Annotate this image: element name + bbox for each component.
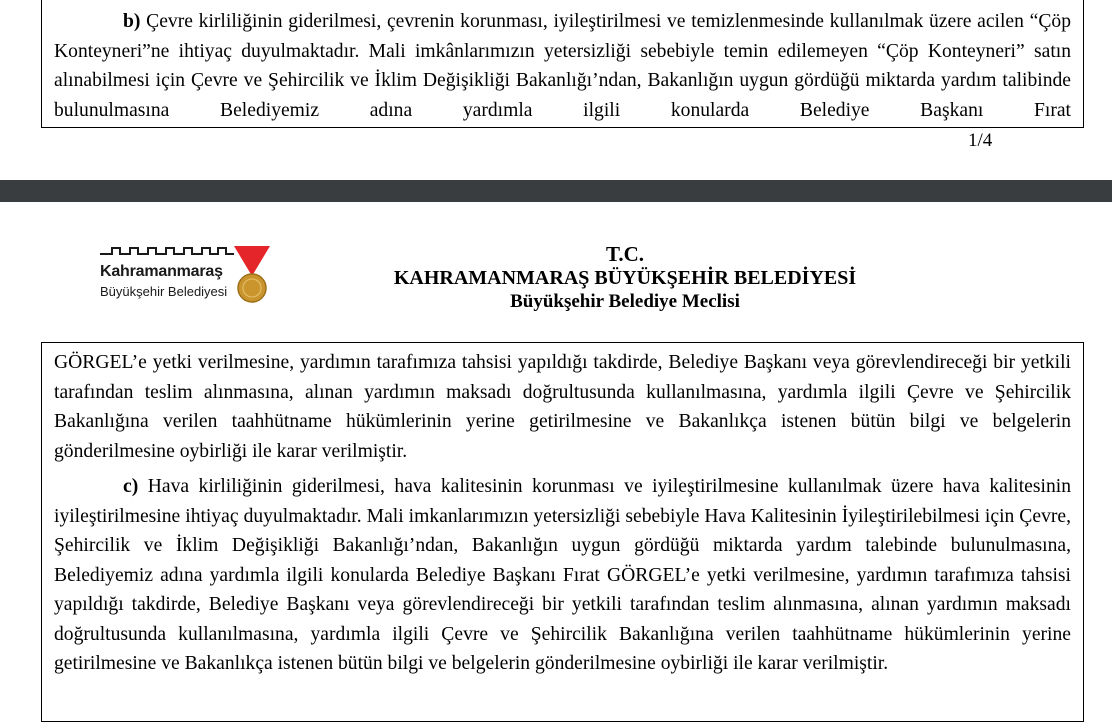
paragraph-c: [54, 472, 1071, 679]
document-header: [370, 242, 880, 314]
header-line-3: Büyükşehir Belediye Meclisi: [510, 291, 740, 312]
document-page-2: [0, 202, 1112, 712]
text-frame: [41, 342, 1084, 722]
paragraph-text: Çevre kirliliğinin giderilmesi, çevrenin korunması, iyileştirilmesi ve temizlenmesinde kullanılmak üzere acilen “Çöp Konteyneri”ne ihtiyaç duyulmaktadır. Mali imkânlarımızın yetersizliği sebebiyle temin edilemeyen “Çöp Konteyneri” satın alınabilmesi için Çevre ve Şehircilik ve İklim Değişikliği Bakanlığı’ndan, Bakanlığın uygun gördüğü miktarda yardım talibinde bulunulmasına Belediyemiz adına yardımla ilgili konularda Belediye Başkanı Fırat: [54, 11, 1071, 121]
logo-name: Kahramanmaraş: [100, 263, 223, 280]
paragraph-label: c): [123, 476, 139, 497]
page-number: 1/4: [968, 130, 993, 151]
gold-medal-icon: [238, 274, 266, 302]
text-frame: [41, 0, 1084, 128]
page-separator: [0, 180, 1112, 202]
red-triangle-icon: [234, 246, 270, 276]
paragraph-b: [54, 7, 1071, 125]
continuation-paragraph: GÖRGEL’e yetki verilmesine, yardımın tarafımıza tahsisi yapıldığı takdirde, Belediye Başkanı veya görevlendireceği bir yetkili tarafından teslim alınmasına, alınan yardımın maksadı doğrultusunda kullanılmasına, yardımla ilgili Çevre ve Şehircilik Bakanlığına verilen taahhütname hükümlerinin yerine getirilmesine ve Bakanlıkça istenen bütün bilgi ve belgelerin gönderilmesine oybirliği ile karar verilmiştir.: [54, 352, 1071, 462]
paragraph-label: b): [123, 11, 141, 32]
municipality-logo: [90, 242, 280, 314]
header-line-2: KAHRAMANMARAŞ BÜYÜKŞEHİR BELEDİYESİ: [393, 267, 857, 289]
paragraph-text: Hava kirliliğinin giderilmesi, hava kalitesinin korunması ve iyileştirilmesine kullanılmak üzere hava kalitesinin iyileştirilmesine ihtiyaç duyulmaktadır. Mali imkanlarımızın yetersizliği sebebiyle Hava Kalitesinin İyileştirilebilmesi için Çevre, Şehircilik ve İklim Değişikliği Bakanlığı’ndan, Bakanlığın uygun gördüğü miktarda yardım talebinde bulunulmasına, Belediyemiz adına yardımla ilgili konularda Belediye Başkanı Fırat GÖRGEL’e yetki verilmesine, yardımın tarafımıza tahsisi yapıldığı takdirde, Belediye Başkanı veya görevlendireceği bir yetkili tarafından teslim alınmasına, alınan yardımın maksadı doğrultusunda kullanılmasına, yardımla ilgili Çevre ve Şehircilik Bakanlığına verilen taahhütname hükümlerinin yerine getirilmesine ve Bakanlıkça istenen bütün bilgi ve belgelerin gönderilmesine oybirliği ile karar verilmiştir.: [54, 476, 1071, 674]
header-line-1: T.C.: [605, 242, 645, 266]
logo-subtitle: Büyükşehir Belediyesi: [100, 284, 228, 299]
document-page-1: [0, 0, 1112, 180]
